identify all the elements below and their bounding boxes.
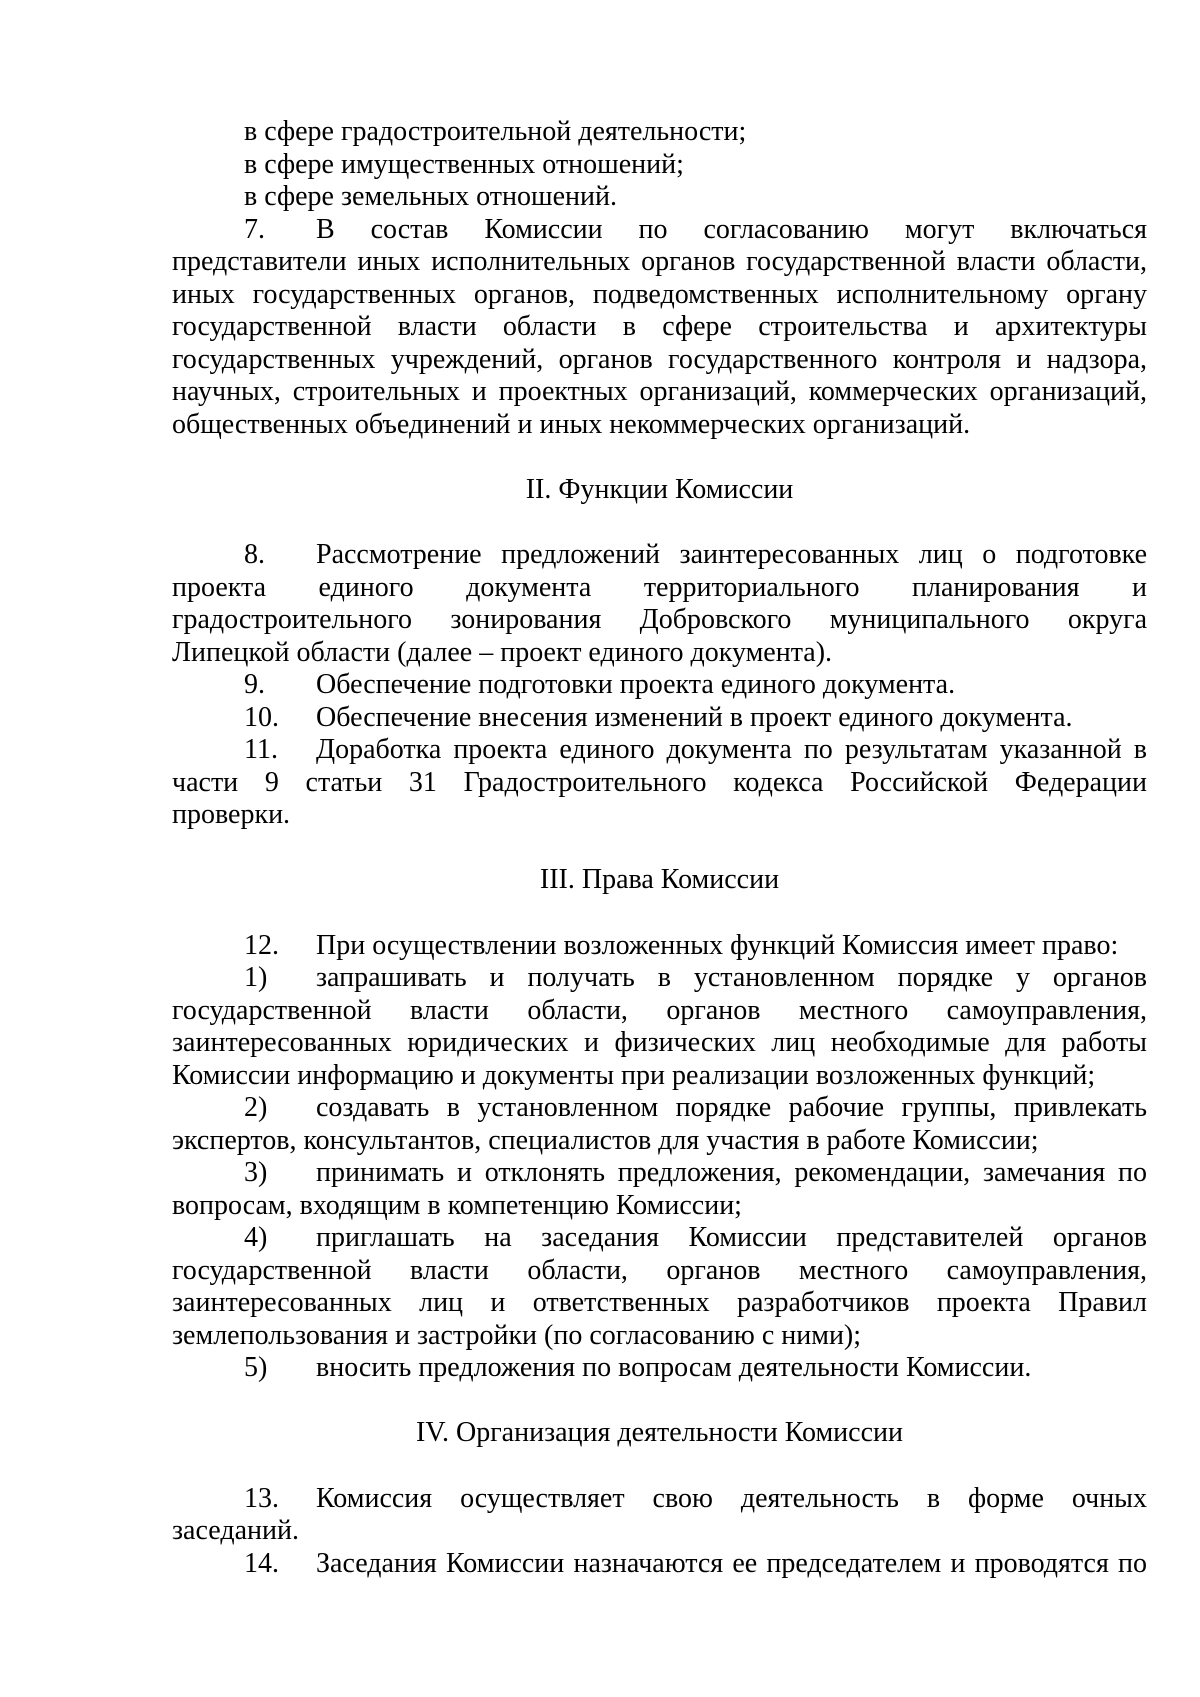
paragraph-text: При осуществлении возложенных функций Комиссия имеет право: xyxy=(316,929,1119,961)
paragraph-8-first-line xyxy=(172,539,1147,572)
paragraph-line: проекта единого документа территориального планирования и xyxy=(172,571,1147,603)
paragraph-10 xyxy=(172,702,1147,735)
list-item-number: 1) xyxy=(244,962,268,993)
intro-line: в сфере градостроительной деятельности; xyxy=(244,116,747,147)
paragraph-12 xyxy=(172,930,1147,963)
paragraph-text: Рассмотрение предложений заинтересованных лиц о подготовке xyxy=(316,539,1147,570)
paragraph-text: Комиссия осуществляет свою деятельность в форме очных xyxy=(316,1482,1147,1514)
list-item-text: приглашать на заседания Комиссии представителей органов xyxy=(316,1222,1147,1253)
paragraph-line: проверки. xyxy=(172,799,291,830)
list-item-2-first-line xyxy=(172,1092,1147,1125)
paragraph-line: землепользования и застройки (по согласованию с ними); xyxy=(172,1319,862,1351)
paragraph-line: государственной власти области, органов местного самоуправления, xyxy=(172,1254,1147,1286)
paragraph-line: заседаний. xyxy=(172,1515,299,1546)
paragraph-number: 13. xyxy=(244,1482,279,1514)
paragraph-line: Комиссии информацию и документы при реализации возложенных функций; xyxy=(172,1059,1096,1091)
paragraph-text: Заседания Комиссии назначаются ее председателем и проводятся по xyxy=(316,1547,1147,1579)
paragraph-text: Обеспечение подготовки проекта единого документа. xyxy=(316,669,956,700)
paragraph-line: градостроительного зонирования Добровского муниципального округа xyxy=(172,604,1147,635)
paragraph-9 xyxy=(172,669,1147,702)
paragraph-text: В состав Комиссии по согласованию могут включаться xyxy=(316,213,1147,245)
list-item-text: создавать в установленном порядке рабочие группы, привлекать xyxy=(316,1092,1147,1123)
paragraph-line: общественных объединений и иных некоммерческих организаций. xyxy=(172,408,971,440)
paragraph-13-first-line xyxy=(172,1483,1147,1516)
list-item-text: принимать и отклонять предложения, рекомендации, замечания по xyxy=(316,1157,1147,1188)
paragraph-line: экспертов, консультантов, специалистов для участия в работе Комиссии; xyxy=(172,1124,1039,1156)
paragraph-number: 14. xyxy=(244,1547,279,1579)
paragraph-number: 9. xyxy=(244,669,265,700)
list-item-4-first-line xyxy=(172,1222,1147,1255)
section-heading: II. Функции Комиссии xyxy=(525,473,794,505)
intro-line: в сфере имущественных отношений; xyxy=(244,148,684,180)
list-item-number: 5) xyxy=(244,1352,268,1383)
intro-line: в сфере земельных отношений. xyxy=(244,181,617,212)
paragraph-number: 8. xyxy=(244,539,265,570)
paragraph-line: научных, строительных и проектных организаций, коммерческих организаций, xyxy=(172,376,1147,407)
list-item-number: 2) xyxy=(244,1092,268,1123)
paragraph-line: государственных учреждений, органов государственного контроля и надзора, xyxy=(172,343,1147,375)
section-heading: IV. Организация деятельности Комиссии xyxy=(416,1417,903,1448)
paragraph-line: части 9 статьи 31 Градостроительного кодекса Российской Федерации xyxy=(172,766,1147,798)
paragraph-number: 11. xyxy=(244,734,278,765)
paragraph-number: 10. xyxy=(244,701,279,733)
paragraph-line: иных государственных органов, подведомственных исполнительному органу xyxy=(172,278,1147,310)
section-heading: III. Права Комиссии xyxy=(539,864,780,895)
list-item-1-first-line xyxy=(172,962,1147,995)
paragraph-7-first-line xyxy=(172,214,1147,247)
list-item-number: 4) xyxy=(244,1222,268,1253)
paragraph-11-first-line xyxy=(172,734,1147,767)
paragraph-line: представители иных исполнительных органов государственной власти области, xyxy=(172,246,1147,277)
paragraph-line: заинтересованных лиц и ответственных разработчиков проекта Правил xyxy=(172,1287,1147,1318)
paragraph-line: Липецкой области (далее – проект единого документа). xyxy=(172,636,833,668)
list-item-text: запрашивать и получать в установленном порядке у органов xyxy=(316,962,1147,993)
list-item-3-first-line xyxy=(172,1157,1147,1190)
document-page xyxy=(172,116,1147,1580)
paragraph-line: государственной власти области, органов местного самоуправления, xyxy=(172,994,1147,1026)
paragraph-14-first-line xyxy=(172,1548,1147,1581)
paragraph-line: заинтересованных юридических и физических лиц необходимые для работы xyxy=(172,1027,1147,1058)
paragraph-line: вопросам, входящим в компетенцию Комиссии; xyxy=(172,1189,742,1221)
paragraph-text: Обеспечение внесения изменений в проект единого документа. xyxy=(316,701,1073,733)
paragraph-number: 12. xyxy=(244,929,279,961)
paragraph-number: 7. xyxy=(244,213,265,245)
list-item-number: 3) xyxy=(244,1157,268,1188)
list-item-5 xyxy=(172,1352,1147,1385)
paragraph-line: государственной власти области в сфере строительства и архитектуры xyxy=(172,311,1147,342)
paragraph-text: Доработка проекта единого документа по результатам указанной в xyxy=(316,734,1147,765)
list-item-text: вносить предложения по вопросам деятельности Комиссии. xyxy=(316,1352,1032,1383)
